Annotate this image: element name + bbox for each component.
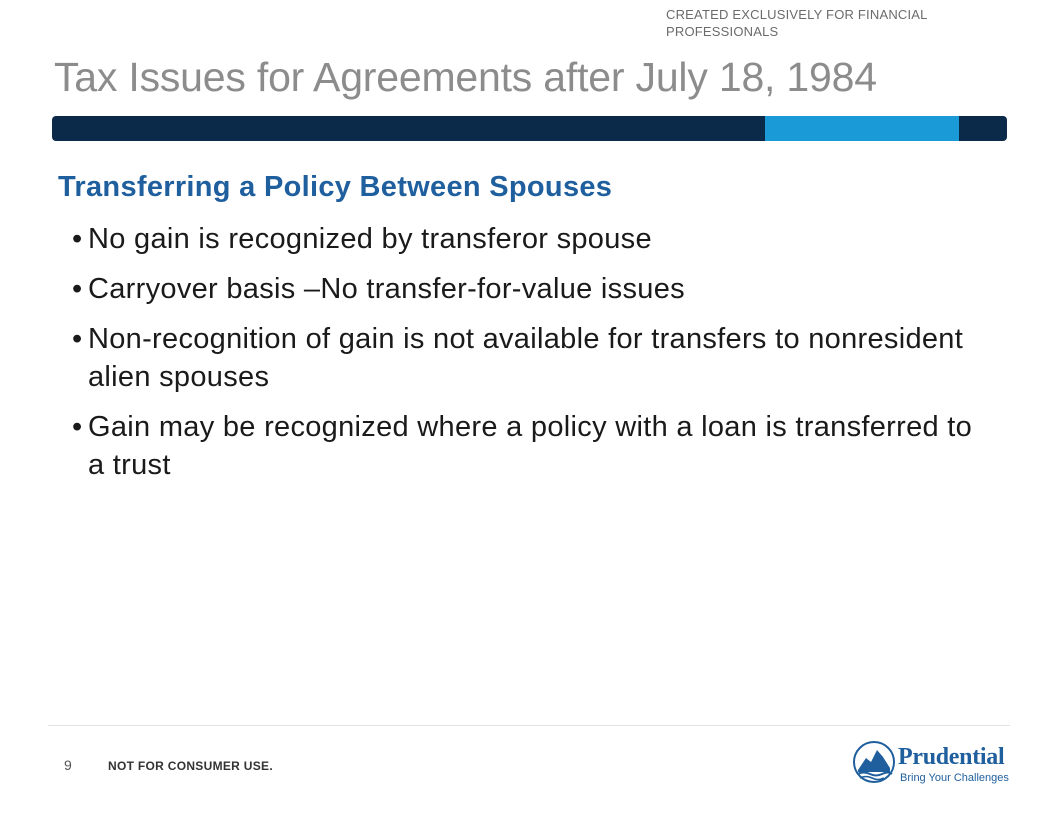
title-accent-bar	[52, 116, 1007, 141]
bullet-list	[72, 220, 992, 496]
bullet-marker: •	[72, 323, 83, 355]
bullet-marker: •	[72, 411, 83, 443]
page-number: 9	[64, 757, 72, 773]
bullet-text: Non-recognition of gain is not available for transfers to nonresident alien spouses	[88, 323, 964, 393]
bullet-marker: •	[72, 273, 83, 305]
bullet-item	[72, 270, 992, 308]
bullet-item	[72, 320, 992, 396]
brand-name: Prudential	[898, 744, 1005, 770]
accent-bar-highlight	[765, 116, 959, 141]
brand-tagline: Bring Your Challenges	[900, 772, 1009, 784]
bullet-item	[72, 408, 992, 484]
section-subtitle: Transferring a Policy Between Spouses	[58, 171, 613, 203]
footer-divider	[48, 725, 1010, 726]
rock-of-gibraltar-icon	[852, 740, 896, 784]
prudential-logo	[852, 740, 1022, 792]
bullet-text: No gain is recognized by transferor spouse	[88, 223, 652, 255]
bullet-item	[72, 220, 992, 258]
bullet-text: Carryover basis –No transfer-for-value issues	[88, 273, 685, 305]
bullet-text: Gain may be recognized where a policy with a loan is transferred to a trust	[88, 411, 973, 481]
audience-disclaimer: CREATED EXCLUSIVELY FOR FINANCIAL PROFESSIONALS	[666, 7, 928, 39]
consumer-disclaimer: NOT FOR CONSUMER USE.	[108, 759, 273, 773]
slide-title: Tax Issues for Agreements after July 18, 1984	[54, 54, 877, 100]
bullet-marker: •	[72, 223, 83, 255]
